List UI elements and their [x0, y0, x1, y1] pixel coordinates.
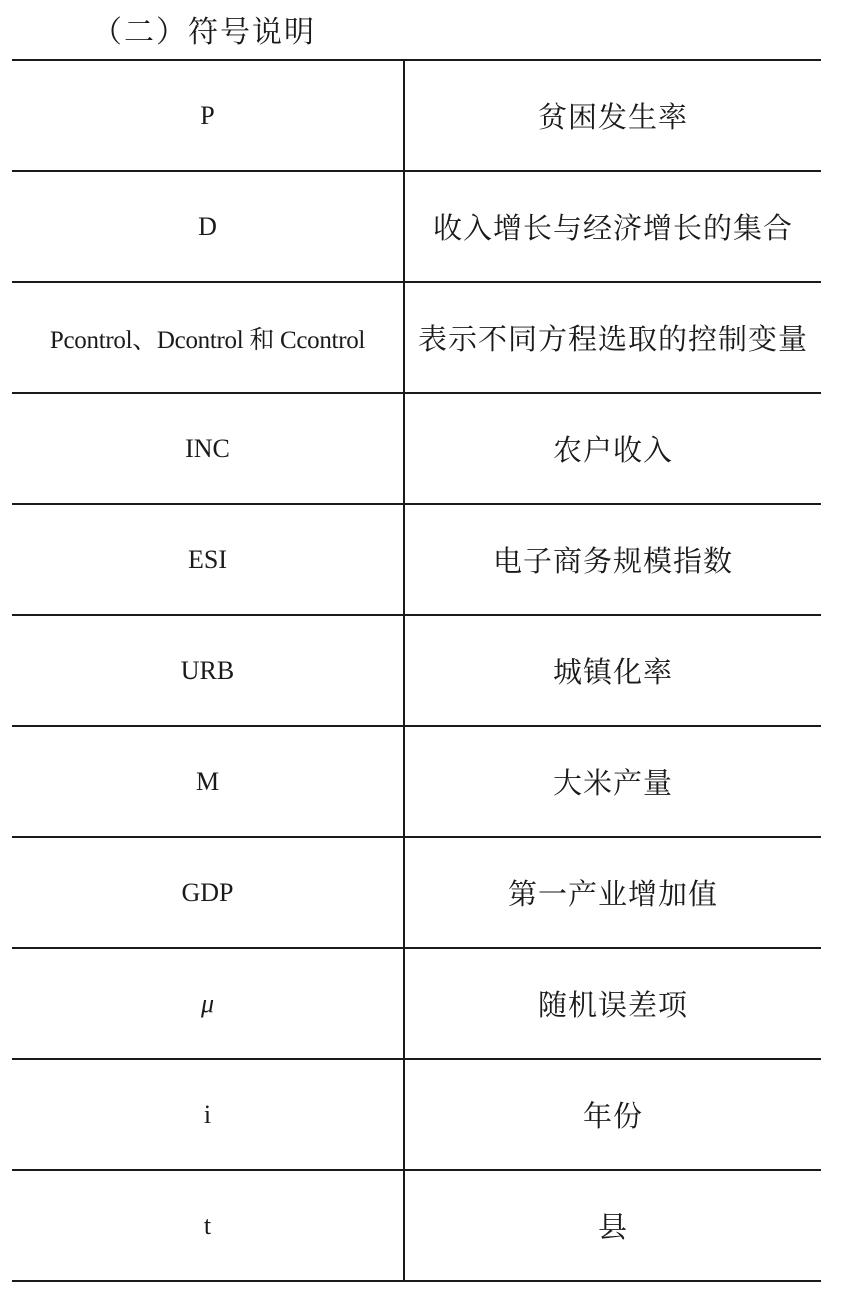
description-cell: 第一产业增加值 — [404, 837, 821, 948]
description-cell: 随机误差项 — [404, 948, 821, 1059]
symbol-cell: t — [12, 1170, 404, 1281]
table-row — [12, 60, 821, 171]
symbol-cell: M — [12, 726, 404, 837]
table-row — [12, 1170, 821, 1281]
table-row — [12, 504, 821, 615]
symbol-cell: P — [12, 60, 404, 171]
description-cell: 收入增长与经济增长的集合 — [404, 171, 821, 282]
description-cell: 贫困发生率 — [404, 60, 821, 171]
table-row — [12, 726, 821, 837]
symbol-cell: ESI — [12, 504, 404, 615]
symbol-cell: μ — [12, 948, 404, 1059]
symbol-cell: GDP — [12, 837, 404, 948]
symbol-cell: D — [12, 171, 404, 282]
table-row — [12, 393, 821, 504]
description-cell: 大米产量 — [404, 726, 821, 837]
symbol-cell: INC — [12, 393, 404, 504]
symbol-cell: URB — [12, 615, 404, 726]
table-row — [12, 948, 821, 1059]
description-cell: 县 — [404, 1170, 821, 1281]
symbol-cell: Pcontrol、Dcontrol 和 Ccontrol — [12, 282, 404, 393]
table-row — [12, 282, 821, 393]
description-cell: 农户收入 — [404, 393, 821, 504]
table-row — [12, 1059, 821, 1170]
description-cell: 电子商务规模指数 — [404, 504, 821, 615]
table-row — [12, 837, 821, 948]
description-cell: 城镇化率 — [404, 615, 821, 726]
symbol-cell: i — [12, 1059, 404, 1170]
section-title: （二）符号说明 — [92, 15, 316, 50]
table-row — [12, 615, 821, 726]
description-cell: 年份 — [404, 1059, 821, 1170]
description-cell: 表示不同方程选取的控制变量 — [404, 282, 821, 393]
table-row — [12, 171, 821, 282]
symbol-table — [12, 59, 821, 1282]
